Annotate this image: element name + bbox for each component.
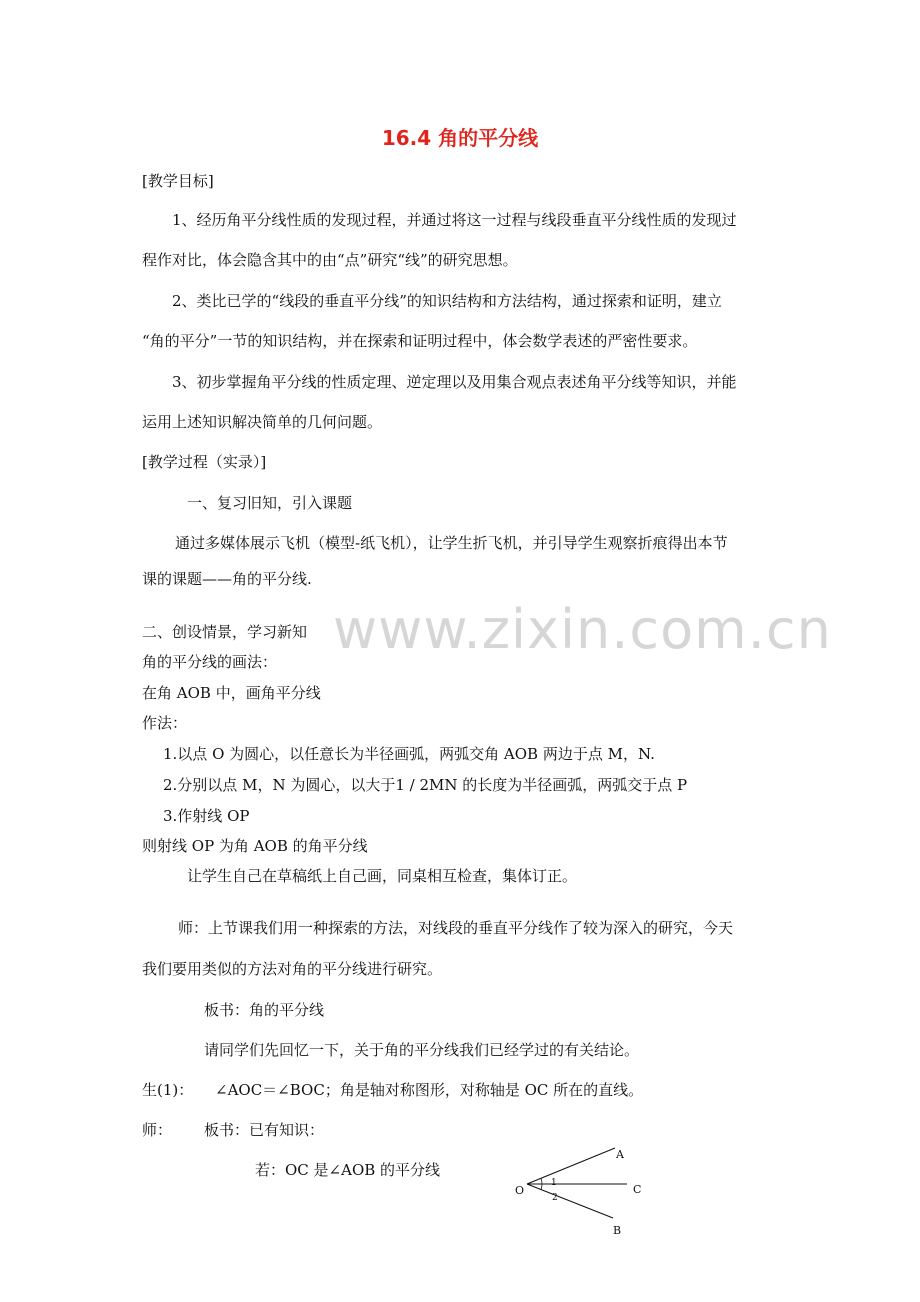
angle-arc-1 [541,1179,542,1185]
ray-ob [527,1184,613,1218]
objective-line: 运用上述知识解决简单的几何问题。 [142,413,383,431]
label-b: B [613,1224,622,1237]
premise-text: 若：OC 是∠AOB 的平分线 [255,1161,441,1179]
objective-line: “角的平分”一节的知识结构，并在探索和证明过程中，体会数学表述的严密性要求。 [142,332,698,350]
objective-line: 1、经历角平分线性质的发现过程，并通过将这一过程与线段垂直平分线性质的发现过 [172,211,737,229]
section2-line: 角的平分线的画法： [142,653,278,671]
ray-oa [527,1148,615,1184]
process-header: [教学过程（实录）] [142,453,267,471]
section1-heading: 一、复习旧知，引入课题 [187,494,353,512]
student-answer: ∠AOC＝∠BOC；角是轴对称图形，对称轴是 OC 所在的直线。 [215,1081,644,1099]
page-title: 16.4 角的平分线 [381,126,539,150]
section2-line: 在角 AOB 中，画角平分线 [142,684,321,702]
construction-conclusion: 则射线 OP 为角 AOB 的角平分线 [142,837,368,855]
teacher-line: 师：上节课我们用一种探索的方法，对线段的垂直平分线作了较为深入的研究，今天 [178,919,734,937]
practice-note: 让学生自己在草稿纸上自己画，同桌相互检查，集体订正。 [187,867,578,885]
angle-arc-2 [541,1184,542,1190]
student-label: 生(1)： [142,1081,194,1099]
teacher-label: 师： [142,1121,173,1139]
objectives-header: [教学目标] [142,172,214,190]
objective-line: 2、类比已学的“线段的垂直平分线”的知识结构和方法结构，通过探索和证明，建立 [172,292,722,310]
label-angle-1: 1 [551,1178,557,1188]
label-a: A [616,1148,624,1161]
section1-line: 通过多媒体展示飞机（模型-纸飞机），让学生折飞机，并引导学生观察折痕得出本节 [175,534,728,552]
teacher-prompt: 请同学们先回忆一下，关于角的平分线我们已经学过的有关结论。 [204,1041,640,1059]
section2-heading: 二、创设情景，学习新知 [142,623,308,641]
objective-line: 程作对比，体会隐含其中的由“点”研究“线”的研究思想。 [142,251,518,269]
label-o: O [515,1184,525,1197]
watermark: www.zixin.com.cn [333,598,832,661]
board-note: 板书：角的平分线 [204,1001,325,1019]
objective-line: 3、初步掌握角平分线的性质定理、逆定理以及用集合观点表述角平分线等知识，并能 [172,373,737,391]
teacher-line: 我们要用类似的方法对角的平分线进行研究。 [142,960,443,978]
construction-step: 3.作射线 OP [163,807,250,825]
angle-bisector-figure [505,1142,665,1242]
construction-step: 1.以点 O 为圆心，以任意长为半径画弧，两弧交角 AOB 两边于点 M，N. [163,745,655,763]
section2-line: 作法： [142,714,188,732]
label-angle-2: 2 [552,1193,558,1203]
section1-line: 课的课题——角的平分线. [142,570,312,588]
construction-step: 2.分别以点 M，N 为圆心，以大于1 / 2MN 的长度为半径画弧，两弧交于点 P [163,776,688,794]
label-c: C [633,1183,642,1196]
board-note: 板书：已有知识： [204,1121,325,1139]
